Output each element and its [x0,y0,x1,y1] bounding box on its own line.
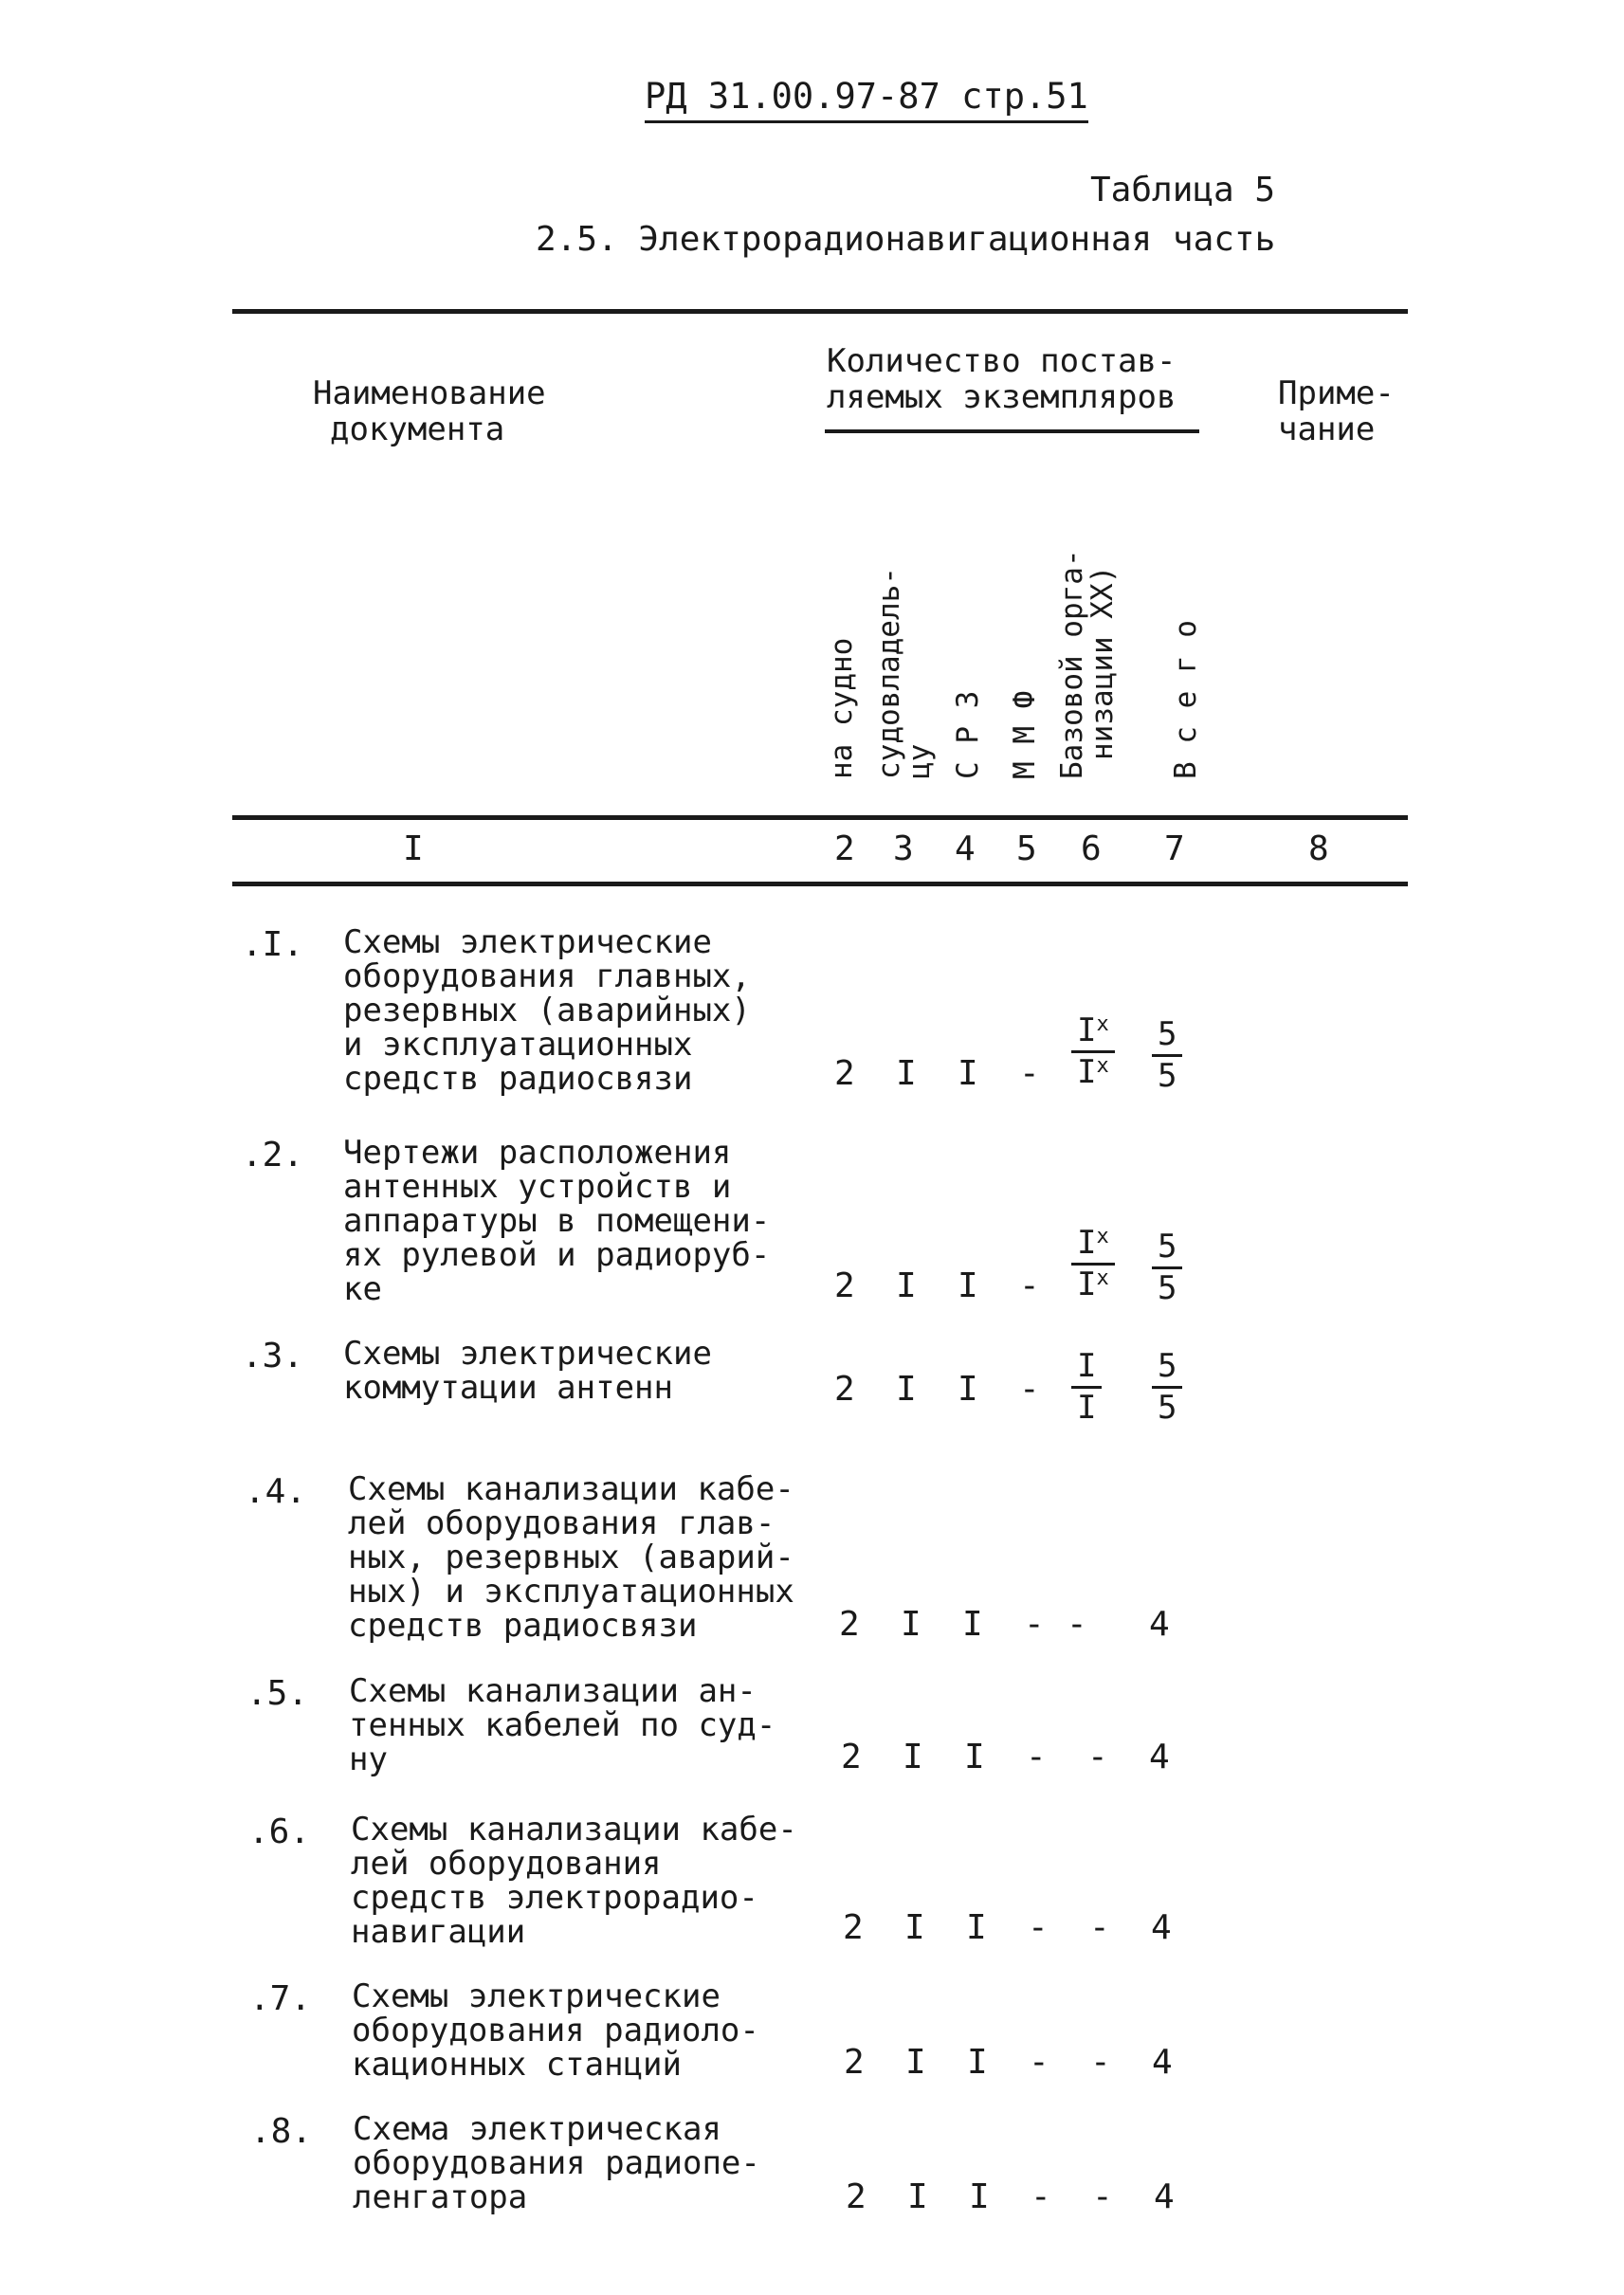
column-number-2: 2 [834,829,855,868]
cell-base-org: $I^х$ $I^х$ [1071,1225,1115,1303]
page-header: РД 31.00.97-87 стр.51 [645,76,1088,123]
column-numbers-rule [232,882,1408,886]
item-number: .I. [242,925,304,964]
cell-total: 4 [1149,1605,1170,1644]
cell-ship: 2 [834,1370,855,1409]
cell-srz: I [958,1370,978,1409]
cell-ship: 2 [841,1738,862,1776]
subheader-total: В с е г о [1169,620,1203,779]
cell-total: 4 [1154,2177,1175,2216]
cell-mmf: - [1019,1370,1040,1409]
cell-srz: I [966,1908,987,1947]
subheader-shipowner: судовладель- цу [872,567,937,779]
cell-shipowner: I [901,1605,921,1644]
cell-srz: I [958,1266,978,1305]
cell-base-org: - [1092,2177,1113,2216]
document-name: Схемы канализации кабе- лей оборудования глав- ных, резервных (аварий- ных) и эксплуатационных средств радиосвязи [348,1470,794,1645]
cell-ship: 2 [834,1266,855,1305]
cell-srz: I [964,1738,985,1776]
item-number: .4. [245,1472,307,1511]
cell-base-org: $\frac{I}{I}$ [1071,1348,1102,1427]
column-number-1: I [403,829,424,868]
cell-ship: 2 [839,1605,860,1644]
cell-mmf: - [1028,1908,1049,1947]
column-number-6: 6 [1081,829,1102,868]
cell-total: 4 [1152,2043,1173,2082]
cell-shipowner: I [896,1054,917,1093]
item-number: .8. [250,2112,313,2151]
document-name: Схемы канализации кабе- лей оборудования средств электрорадио- навигации [351,1811,797,1951]
cell-mmf: - [1026,1738,1047,1776]
column-number-8: 8 [1308,829,1329,868]
column-number-4: 4 [955,829,976,868]
cell-ship: 2 [844,2043,865,2082]
cell-base-org: - [1089,1908,1110,1947]
cell-ship: 2 [834,1054,855,1093]
item-number: .6. [248,1812,311,1851]
cell-total: $\frac{5}{5}$ [1152,1016,1182,1095]
cell-base-org: $I^х$ $I^х$ [1071,1012,1115,1091]
cell-mmf: - [1029,2043,1049,2082]
cell-base-org: - [1090,2043,1111,2082]
cell-srz: I [969,2177,990,2216]
cell-shipowner: I [896,1370,917,1409]
header-note: Приме- чание [1278,374,1395,448]
column-number-3: 3 [893,829,914,868]
header-quantity: Количество постав- ляемых экземпляров [827,342,1177,416]
subheader-srz: С Р З [951,690,985,779]
quantity-underline [825,429,1199,433]
item-number: .7. [249,1979,312,2018]
column-number-5: 5 [1016,829,1037,868]
document-name: Схема электрическая оборудования радиопе- ленгатора [353,2110,760,2216]
cell-ship: 2 [846,2177,867,2216]
cell-mmf: - [1031,2177,1051,2216]
cell-total: $\frac{5}{5}$ [1152,1229,1182,1307]
cell-base-org: - [1087,1738,1108,1776]
column-number-7: 7 [1164,829,1185,868]
cell-srz: I [958,1054,978,1093]
cell-total: 4 [1151,1908,1172,1947]
document-name: Схемы электрические коммутации антенн [343,1335,712,1407]
item-number: .2. [242,1136,304,1175]
subheader-ship: на судно [825,637,859,779]
item-number: .5. [246,1674,309,1713]
subheader-mmf: М М Ф [1008,690,1042,779]
cell-shipowner: I [904,1908,925,1947]
subheader-base-org: Базовой орга- низации ХХ) [1055,549,1120,779]
cell-shipowner: I [896,1266,917,1305]
cell-total: $\frac{5}{5}$ [1152,1348,1182,1427]
document-name: Схемы электрические оборудования главных, резервных (аварийных) и эксплуатационных средств радиосвязи [343,923,751,1098]
header-name: Наименование документа [313,374,546,448]
section-title: 2.5. Электрорадионавигационная часть [536,220,1276,259]
document-name: Схемы канализации ан- тенных кабелей по суд- ну [349,1672,776,1778]
table-label: Таблица 5 [1090,171,1276,209]
cell-shipowner: I [907,2177,928,2216]
document-name: Схемы электрические оборудования радиоло- кационных станций [352,1977,759,2084]
cell-srz: I [967,2043,988,2082]
table-top-rule [232,309,1408,314]
document-name: Чертежи расположения антенных устройств и аппаратуры в помещени- ях рулевой и радиоруб- ке [343,1134,771,1308]
cell-shipowner: I [903,1738,923,1776]
cell-ship: 2 [843,1908,864,1947]
cell-base-org: - [1067,1605,1087,1644]
cell-srz: I [962,1605,983,1644]
cell-mmf: - [1019,1266,1040,1305]
cell-total: 4 [1149,1738,1170,1776]
cell-mmf: - [1019,1054,1040,1093]
cell-mmf: - [1024,1605,1045,1644]
header-bottom-rule [232,815,1408,820]
cell-shipowner: I [905,2043,926,2082]
item-number: .3. [242,1337,304,1375]
